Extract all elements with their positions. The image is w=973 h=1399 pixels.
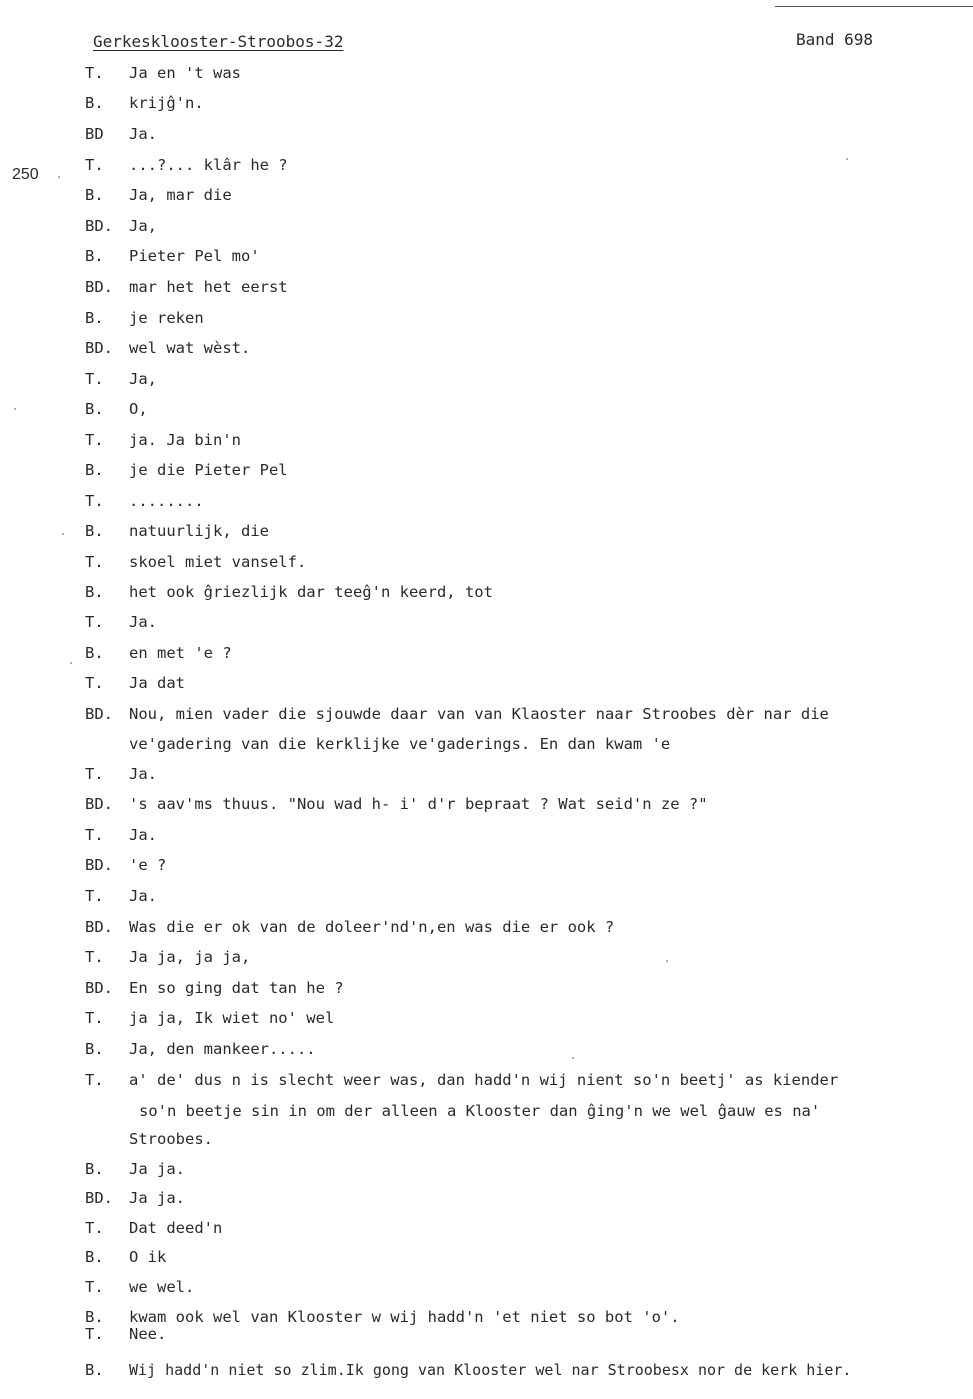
scan-speck [14, 408, 16, 410]
speaker: BD. [85, 339, 113, 357]
band-number: Band 698 [796, 30, 874, 49]
speech: Ja. [129, 125, 157, 143]
speaker: B. [85, 186, 104, 204]
speech: je reken [129, 309, 204, 327]
speech: ve'gadering van die kerklijke ve'gaderings. En dan kwam 'e [129, 735, 671, 753]
speaker: BD. [85, 278, 113, 296]
speech: Ja, [129, 217, 157, 235]
speaker: T. [85, 492, 104, 510]
speaker: T. [85, 1009, 104, 1027]
speech: ...?... klâr he ? [129, 156, 288, 174]
speaker: T. [85, 553, 104, 571]
speech: a' de' dus n is slecht weer was, dan hadd'n wij nient so'n beetj' as kiender [129, 1071, 839, 1089]
speaker: T. [85, 1219, 104, 1237]
speaker: T. [85, 613, 104, 631]
speaker: B. [85, 1040, 104, 1058]
scan-speck [666, 960, 668, 962]
speaker: T. [85, 370, 104, 388]
speech: Was die er ok van de doleer'nd'n,en was die er ook ? [129, 918, 615, 936]
speaker: B. [85, 247, 104, 265]
scan-speck [62, 533, 64, 535]
speech: Nee. [129, 1325, 167, 1343]
speaker: T. [85, 431, 104, 449]
speaker: T. [85, 674, 104, 692]
speaker: B. [85, 583, 104, 601]
speech: krijĝ'n. [129, 94, 204, 112]
speech: kwam ook wel van Klooster w wij hadd'n 'et niet so bot 'o'. [129, 1308, 680, 1326]
speech: Ja. [129, 826, 157, 844]
speech: en met 'e ? [129, 644, 232, 662]
speech: Dat deed'n [129, 1219, 223, 1237]
speaker: B. [85, 94, 104, 112]
speaker: T. [85, 887, 104, 905]
speech: Ja ja. [129, 1189, 185, 1207]
speech: je die Pieter Pel [129, 461, 288, 479]
speech: Nou, mien vader die sjouwde daar van van Klaoster naar Stroobes dèr nar die [129, 705, 829, 723]
speech: 's aav'ms thuus. "Nou wad h- i' d'r bepraat ? Wat seid'n ze ?" [129, 795, 708, 813]
speaker: T. [85, 765, 104, 783]
scan-speck [846, 158, 848, 160]
scan-speck [572, 1057, 574, 1059]
speech: Ja. [129, 887, 157, 905]
speech: Ja. [129, 765, 157, 783]
speaker: B. [85, 309, 104, 327]
speaker: B. [85, 1361, 104, 1379]
document-title: Gerkesklooster-Stroobos-32 [93, 32, 344, 51]
speech: ja. Ja bin'n [129, 431, 241, 449]
speech: so'n beetje sin in om der alleen a Klooster dan ĝing'n we wel ĝauw es na' [139, 1102, 821, 1120]
speaker: BD. [85, 918, 113, 936]
speech: Stroobes. [129, 1130, 213, 1148]
speech: Ja, [129, 370, 157, 388]
speech: we wel. [129, 1278, 195, 1296]
speaker: BD [85, 125, 104, 143]
speech: O, [129, 400, 148, 418]
speech: Ja, den mankeer..... [129, 1040, 316, 1058]
speech: O ik [129, 1248, 167, 1266]
speech: mar het het eerst [129, 278, 288, 296]
speaker: B. [85, 1160, 104, 1178]
speaker: B. [85, 644, 104, 662]
speech: natuurlijk, die [129, 522, 269, 540]
margin-counter: 250 [12, 166, 39, 183]
speaker: T. [85, 1278, 104, 1296]
speech: Wij hadd'n niet so zlim.Ik gong van Klooster wel nar Stroobesx nor de kerk hier. [129, 1361, 852, 1379]
speaker: BD. [85, 795, 113, 813]
speaker: T. [85, 1325, 104, 1343]
speech: Ja. [129, 613, 157, 631]
speech: het ook ĝriezlijk dar teeĝ'n keerd, tot [129, 583, 493, 601]
speaker: T. [85, 1071, 104, 1089]
speech: Pieter Pel mo' [129, 247, 260, 265]
speech: ........ [129, 492, 204, 510]
speech: Ja, mar die [129, 186, 232, 204]
speech: Ja dat [129, 674, 185, 692]
speaker: T. [85, 948, 104, 966]
speech: 'e ? [129, 856, 167, 874]
speech: skoel miet vanself. [129, 553, 307, 571]
speech: Ja ja, ja ja, [129, 948, 251, 966]
scan-speck [70, 662, 72, 664]
speaker: BD. [85, 856, 113, 874]
speaker: BD. [85, 217, 113, 235]
speaker: T. [85, 64, 104, 82]
speaker: BD. [85, 1189, 113, 1207]
speaker: BD. [85, 705, 113, 723]
speech: wel wat wèst. [129, 339, 251, 357]
speaker: B. [85, 1248, 104, 1266]
speech: ja ja, Ik wiet no' wel [129, 1009, 335, 1027]
speaker: BD. [85, 979, 113, 997]
speaker: B. [85, 1308, 104, 1326]
speech: Ja ja. [129, 1160, 185, 1178]
speech: Ja en 't was [129, 64, 241, 82]
scan-speck [58, 176, 60, 178]
speech: En so ging dat tan he ? [129, 979, 344, 997]
speaker: B. [85, 400, 104, 418]
speaker: B. [85, 461, 104, 479]
speaker: T. [85, 826, 104, 844]
speaker: T. [85, 156, 104, 174]
speaker: B. [85, 522, 104, 540]
